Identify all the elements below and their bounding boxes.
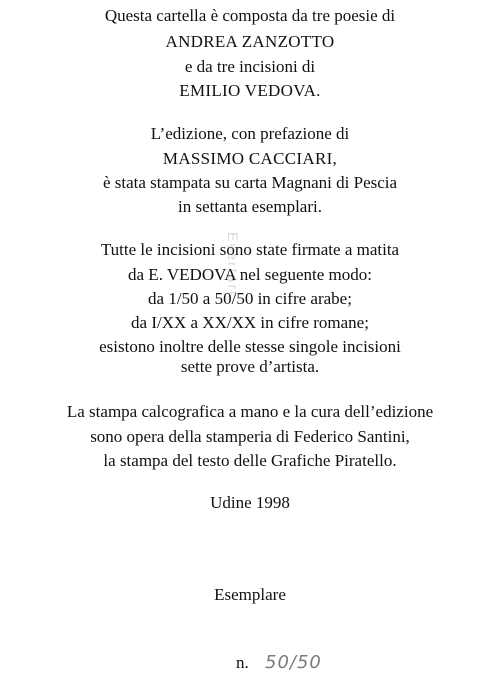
colophon-line: Tutte le incisioni sono state firmate a matita — [100, 240, 400, 259]
colophon-line: da 1/50 a 50/50 in cifre arabe; — [148, 289, 352, 308]
colophon-line: la stampa del testo delle Grafiche Piratello. — [103, 451, 397, 470]
poet-name: ANDREA ZANZOTTO — [165, 32, 335, 51]
copy-number-prefix: n. — [236, 653, 249, 672]
colophon-line: in settanta esemplari. — [178, 197, 322, 216]
colophon-line: sette prove d’artista. — [180, 357, 320, 376]
watermark: Evertart — [225, 232, 241, 298]
colophon-line: da I/XX a XX/XX in cifre romane; — [131, 313, 369, 332]
colophon-line: La stampa calcografica a mano e la cura dell’edizione — [66, 402, 434, 421]
colophon-line: da E. VEDOVA nel seguente modo: — [128, 265, 372, 284]
colophon-line: e da tre incisioni di — [184, 57, 316, 76]
colophon-line: sono opera della stamperia di Federico Santini, — [90, 427, 410, 446]
place-date: Udine 1998 — [210, 493, 290, 512]
colophon-line: è stata stampata su carta Magnani di Pescia — [102, 173, 398, 192]
copy-number — [236, 652, 322, 674]
colophon-line: L’edizione, con prefazione di — [150, 124, 350, 143]
colophon-line: Questa cartella è composta da tre poesie di — [104, 6, 396, 25]
handwritten-copy-number: 50/50 — [265, 652, 322, 673]
copy-label: Esemplare — [214, 585, 286, 604]
preface-author-name: MASSIMO CACCIARI, — [162, 149, 338, 168]
artist-name: EMILIO VEDOVA. — [179, 81, 321, 100]
colophon-line: esistono inoltre delle stesse singole incisioni — [99, 337, 401, 356]
